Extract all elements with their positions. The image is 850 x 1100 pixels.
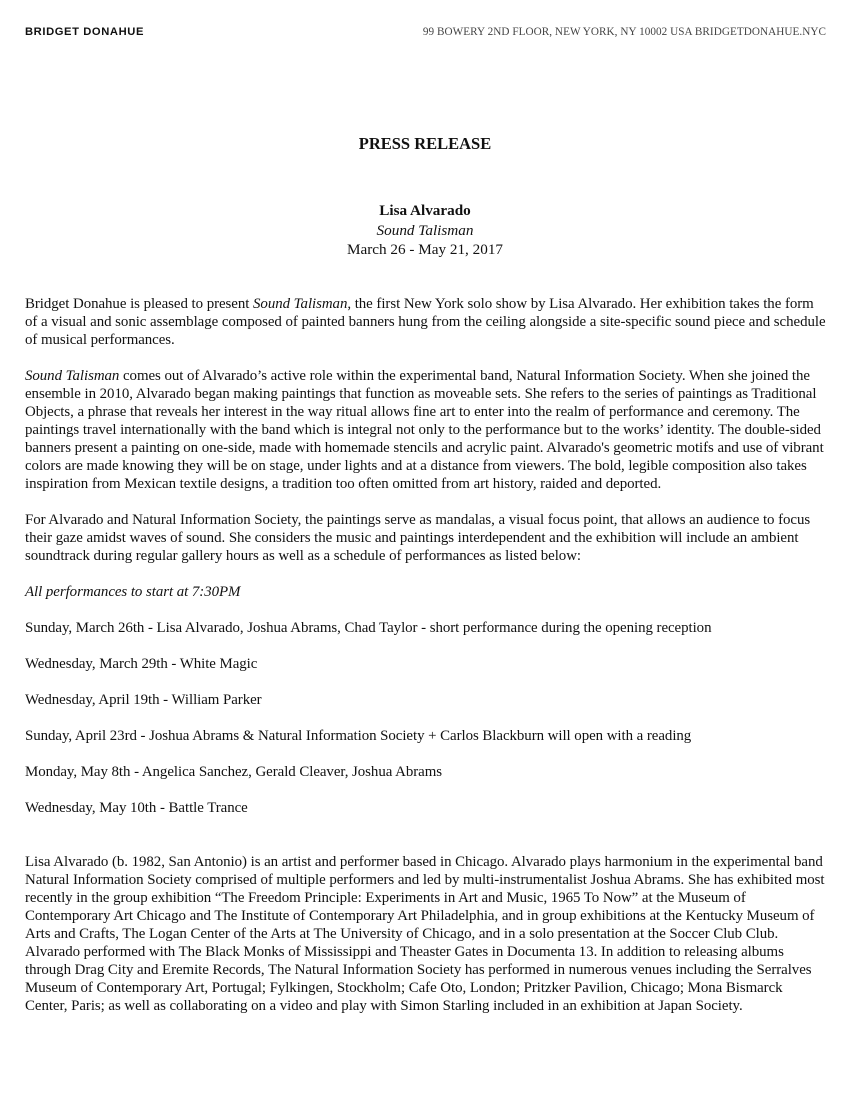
intro-show-title: Sound Talisman (253, 296, 348, 312)
performance-item: Wednesday, May 10th - Battle Trance (25, 800, 248, 816)
intro-paragraph (25, 295, 827, 349)
artist-bio: Lisa Alvarado (b. 1982, San Antonio) is an artist and performer based in Chicago. Alvarado plays harmonium in the experimental band Natural Information Society comprised of multiple performers and led by multi-instrumentalist Joshua Abrams. She has exhibited most recently in the group exhibition “The Freedom Principle: Experiments in Art and Music, 1965 To Now” at the Museum of Contemporary Art Chicago and The Institute of Contemporary Art Philadelphia, and in group exhibitions at the Kentucky Museum of Arts and Crafts, The Logan Center of the Arts at The University of Chicago, and in a solo presentation at the Soccer Club Club. Alvarado performed with The Black Monks of Mississippi and Theaster Gates in Documenta 13. In addition to releasing albums through Drag City and Eremite Records, The Natural Information Society has performed in numerous venues including the Serralves Museum of Contemporary Art, Portugal; Fylkingen, Stockholm; Cafe Oto, London; Pritzker Pavilion, Chicago; Mona Bismarck Center, Paris; as well as collaborating on a video and play with Simon Starling included in an exhibition at Japan Society. (25, 854, 825, 1014)
context-text: comes out of Alvarado’s active role within the experimental band, Natural Information Society. When she joined the ensemble in 2010, Alvarado began making paintings that function as moveable sets. She refers to the series of paintings as Traditional Objects, a phrase that reveals her interest in the way ritual allows fine art to enter into the realm of performance and ceremony. The paintings travel internationally with the band which is integral not only to the performance but to the works’ identity. The double-sided banners present a painting on one-side, made with homemade stencils and acrylic paint. Alvarado's geometric motifs and use of vibrant colors are made knowing they will be on stage, under lights and at a distance from viewers. The bold, legible composition also takes inspiration from Mexican textile designs, a tradition too often omitted from art history, raided and deported. (25, 368, 824, 492)
performance-item: Monday, May 8th - Angelica Sanchez, Gerald Cleaver, Joshua Abrams (25, 764, 442, 780)
show-info (0, 201, 850, 260)
performance-item: Wednesday, March 29th - White Magic (25, 656, 258, 672)
artist-name: Lisa Alvarado (379, 202, 471, 219)
gallery-name: BRIDGET DONAHUE (25, 26, 145, 38)
intro-text-before: Bridget Donahue is pleased to present (25, 296, 254, 312)
press-release-title: PRESS RELEASE (358, 134, 492, 153)
show-title: Sound Talisman (376, 221, 474, 239)
context-show-title: Sound Talisman (25, 368, 120, 384)
performance-item: Sunday, April 23rd - Joshua Abrams & Natural Information Society + Carlos Blackburn will open with a reading (25, 728, 692, 744)
show-dates: March 26 - May 21, 2017 (346, 241, 504, 258)
press-release-body (25, 295, 827, 1033)
mandala-paragraph: For Alvarado and Natural Information Society, the paintings serve as mandalas, a visual focus point, that allows an audience to focus their gaze amidst waves of sound. She considers the music and paintings interdependent and the exhibition will include an ambient soundtrack during regular gallery hours as well as a schedule of performances as listed below: (25, 512, 811, 564)
context-paragraph (25, 367, 827, 493)
performance-item: Wednesday, April 19th - William Parker (25, 692, 262, 708)
page-header (25, 26, 826, 42)
gallery-address: 99 BOWERY 2ND FLOOR, NEW YORK, NY 10002 USA BRIDGETDONAHUE.NYC (422, 26, 826, 38)
intro-text-after: , the first New York solo show by Lisa Alvarado. Her exhibition takes the form of a visual and sonic assemblage composed of painted banners hung from the ceiling alongside a site-specific sound piece and schedule of musical performances. (25, 296, 826, 348)
performance-item: Sunday, March 26th - Lisa Alvarado, Joshua Abrams, Chad Taylor - short performance during the opening reception (25, 620, 712, 636)
performance-time-note: All performances to start at 7:30PM (25, 584, 241, 600)
